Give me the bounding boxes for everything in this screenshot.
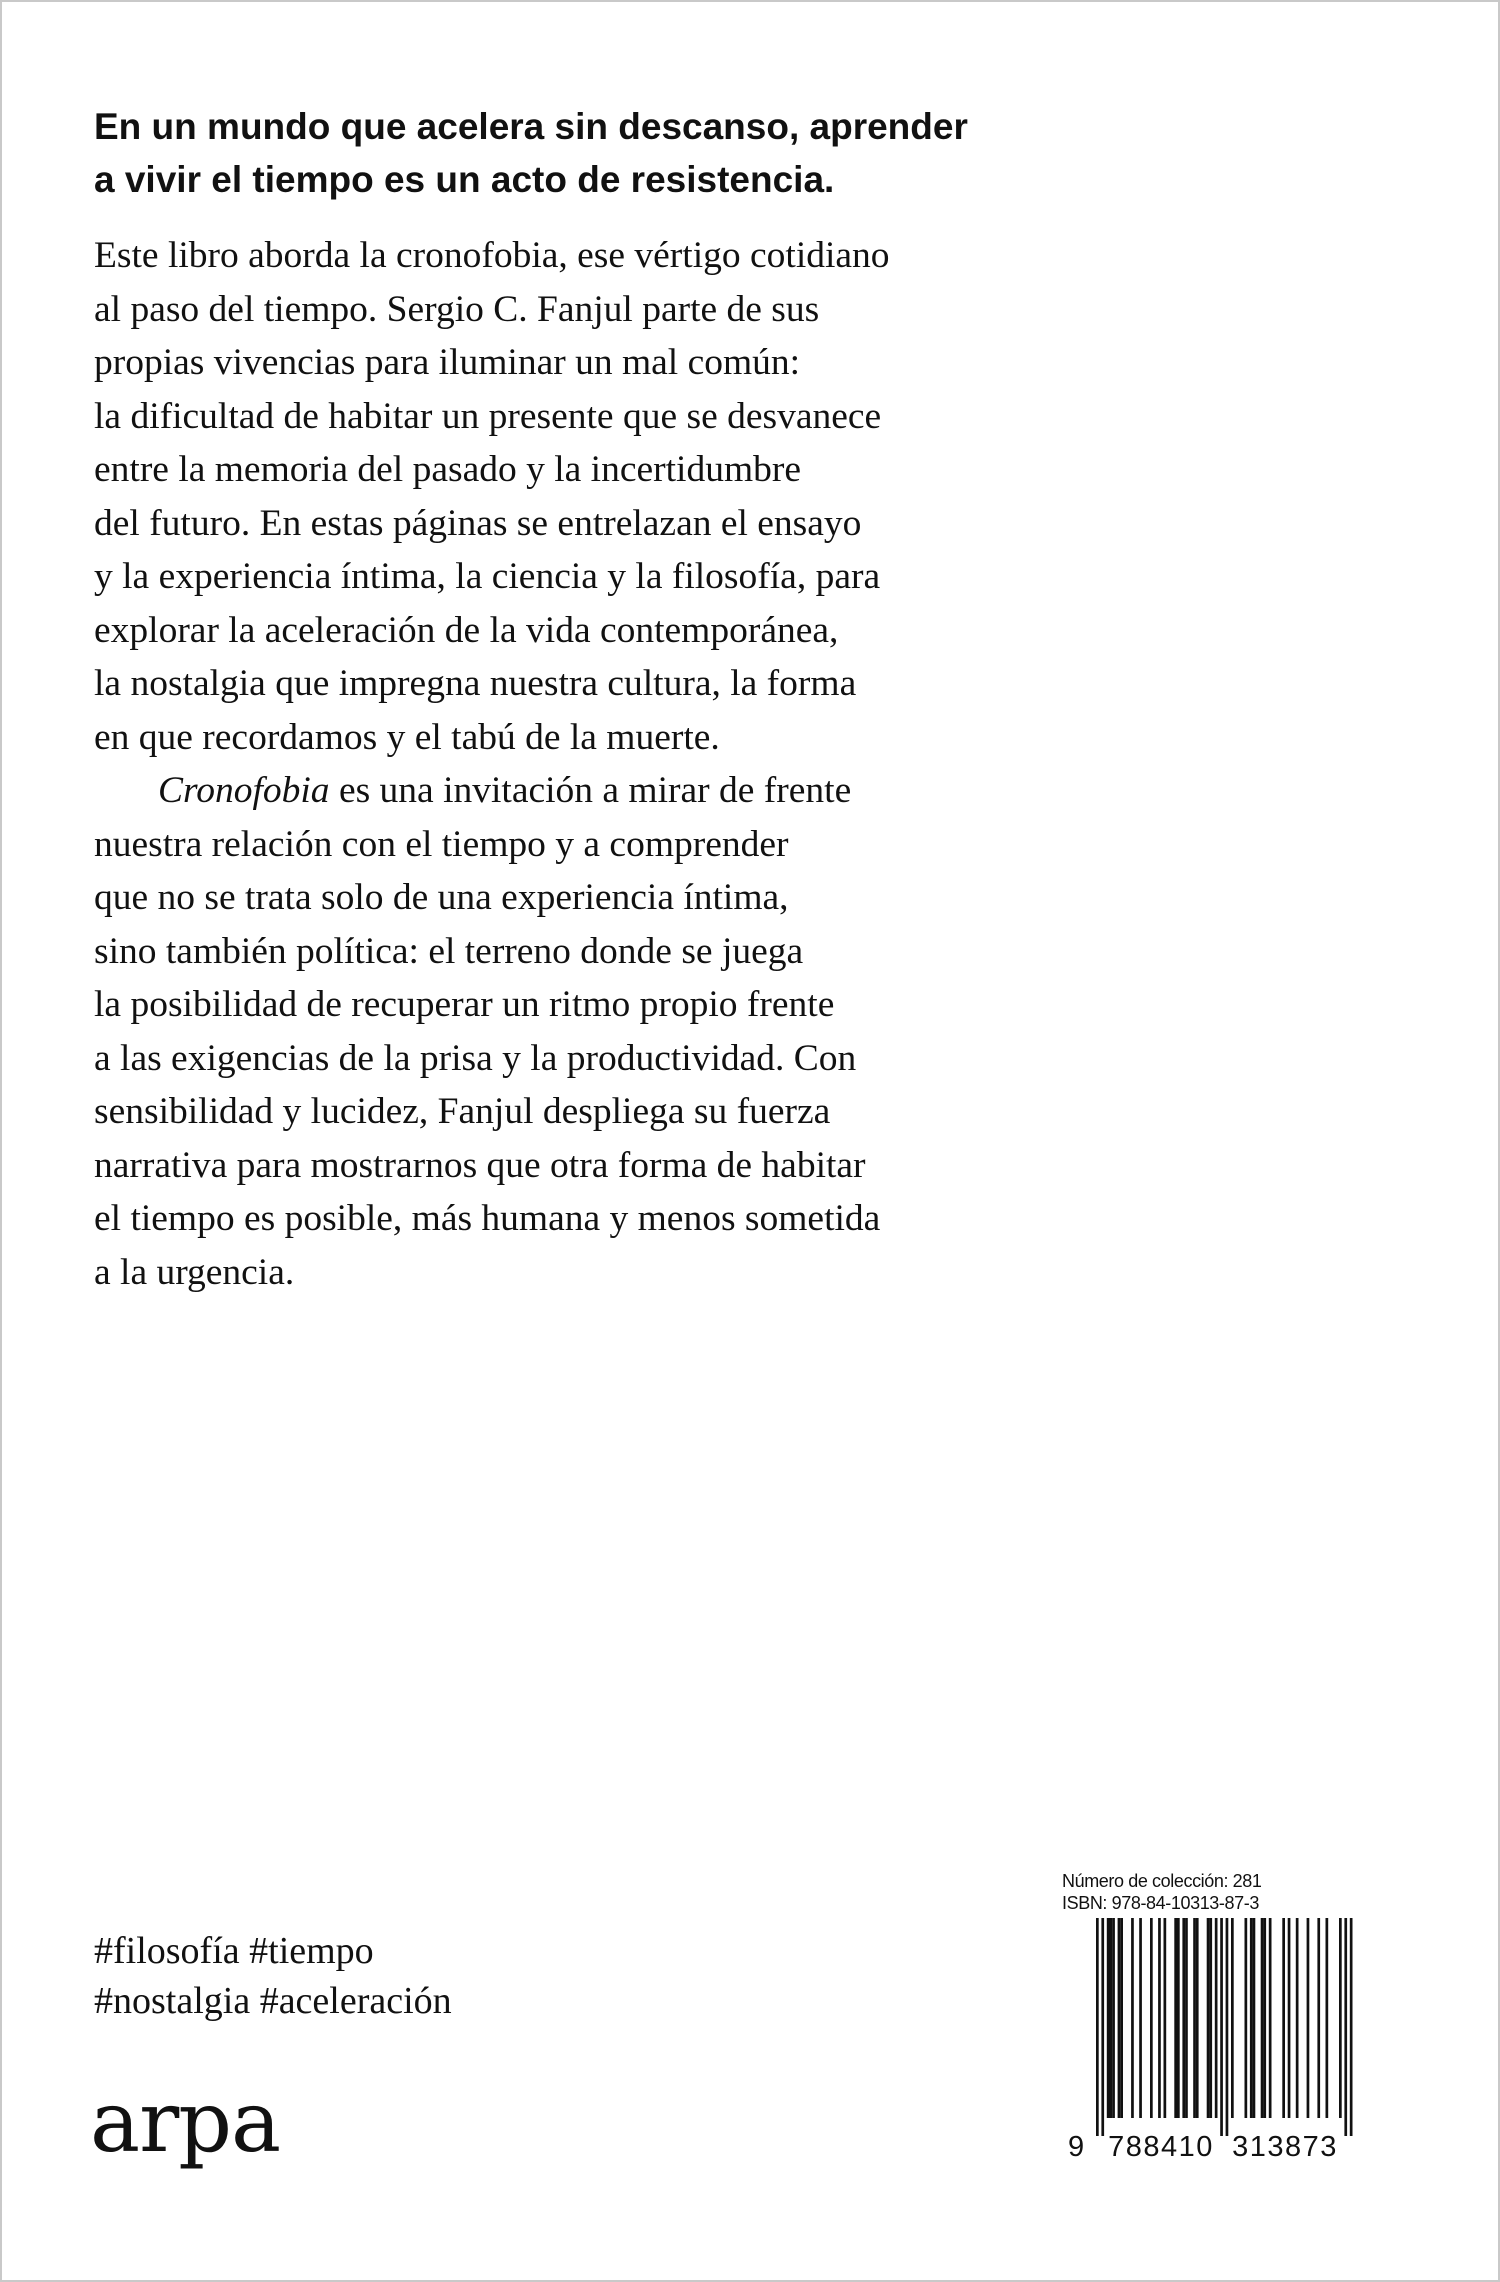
back-cover-headline bbox=[94, 100, 1094, 206]
barcode-bar bbox=[1215, 1918, 1218, 2118]
barcode-bar bbox=[1131, 1918, 1134, 2118]
barcode-bar bbox=[1261, 1918, 1264, 2118]
synopsis-line: y la experiencia íntima, la ciencia y la filosofía, para bbox=[94, 556, 881, 597]
barcode-bar bbox=[1118, 1918, 1121, 2118]
barcode-bar bbox=[1196, 1918, 1199, 2118]
barcode-bar bbox=[1263, 1918, 1266, 2118]
barcode-bar bbox=[1158, 1918, 1161, 2118]
barcode-bar bbox=[1339, 1918, 1342, 2118]
synopsis-line: que no se trata solo de una experiencia íntima, bbox=[94, 877, 789, 918]
synopsis-line: Este libro aborda la cronofobia, ese vértigo cotidiano bbox=[94, 235, 890, 276]
barcode-guard-bar bbox=[1220, 1918, 1223, 2136]
barcode-bar bbox=[1253, 1918, 1256, 2118]
barcode-bar bbox=[1250, 1918, 1253, 2118]
synopsis-line: del futuro. En estas páginas se entrelazan el ensayo bbox=[94, 502, 862, 544]
barcode-meta bbox=[1062, 1870, 1372, 1914]
headline-line: En un mundo que acelera sin descanso, aprender bbox=[94, 106, 968, 147]
synopsis-text: es una invitación a mirar de frente bbox=[329, 770, 852, 811]
barcode-bar bbox=[1150, 1918, 1153, 2118]
synopsis bbox=[94, 229, 1094, 1299]
barcode-bar bbox=[1112, 1918, 1115, 2118]
publisher-logo: arpa bbox=[90, 2073, 281, 2171]
barcode-bar bbox=[1174, 1918, 1177, 2118]
synopsis-line: la posibilidad de recuperar un ritmo propio frente bbox=[94, 984, 835, 1025]
synopsis-line: sensibilidad y lucidez, Fanjul despliega su fuerza bbox=[94, 1091, 831, 1132]
barcode-bar bbox=[1207, 1918, 1210, 2118]
barcode-bar bbox=[1296, 1918, 1299, 2118]
barcode-bar bbox=[1209, 1918, 1212, 2118]
synopsis-line: la dificultad de habitar un presente que se desvanece bbox=[94, 395, 882, 437]
barcode-guard-bar bbox=[1350, 1918, 1353, 2136]
hashtag-line: #filosofía #tiempo bbox=[94, 1930, 374, 1972]
ean-barcode bbox=[1062, 1916, 1362, 2164]
synopsis-line: entre la memoria del pasado y la incertidumbre bbox=[94, 449, 802, 490]
synopsis-line bbox=[94, 764, 1094, 818]
barcode-bar bbox=[1185, 1918, 1188, 2118]
barcode-digits-right: 313873 bbox=[1232, 2131, 1338, 2163]
hashtag-line: #nostalgia #aceleración bbox=[94, 1980, 452, 2022]
barcode-bar bbox=[1177, 1918, 1180, 2118]
barcode-bar bbox=[1282, 1918, 1285, 2118]
barcode-bar bbox=[1120, 1918, 1123, 2118]
synopsis-line: explorar la aceleración de la vida contemporánea, bbox=[94, 609, 839, 651]
barcode-bar bbox=[1110, 1918, 1113, 2118]
barcode-guard-bar bbox=[1096, 1918, 1099, 2136]
synopsis-line: la nostalgia que impregna nuestra cultura, la forma bbox=[94, 663, 857, 704]
barcode-guard-bar bbox=[1101, 1918, 1104, 2136]
barcode-bar bbox=[1326, 1918, 1329, 2118]
barcode-digit-first: 9 bbox=[1068, 2131, 1085, 2163]
barcode-guard-bar bbox=[1226, 1918, 1229, 2136]
synopsis-line: a las exigencias de la prisa y la productividad. Con bbox=[94, 1037, 857, 1079]
synopsis-line: el tiempo es posible, más humana y menos sometida bbox=[94, 1198, 881, 1239]
barcode-block bbox=[1062, 1870, 1372, 2164]
barcode-bar bbox=[1231, 1918, 1234, 2118]
synopsis-line: al paso del tiempo. Sergio C. Fanjul parte de sus bbox=[94, 288, 820, 330]
barcode-bar bbox=[1107, 1918, 1110, 2118]
barcode-bar bbox=[1288, 1918, 1291, 2118]
barcode-bar bbox=[1164, 1918, 1167, 2118]
synopsis-line: sino también política: el terreno donde se juega bbox=[94, 930, 804, 972]
barcode-bar bbox=[1139, 1918, 1142, 2118]
barcode-bar bbox=[1269, 1918, 1272, 2118]
barcode-digits-left: 788410 bbox=[1108, 2131, 1214, 2163]
book-title-italic: Cronofobia bbox=[158, 770, 330, 811]
synopsis-line: a la urgencia. bbox=[94, 1251, 295, 1293]
synopsis-line: propias vivencias para iluminar un mal común: bbox=[94, 342, 801, 383]
collection-number: Número de colección: 281 bbox=[1062, 1871, 1262, 1891]
synopsis-line: en que recordamos y el tabú de la muerte. bbox=[94, 716, 720, 758]
hashtags bbox=[94, 1926, 794, 2026]
barcode-guard-bar bbox=[1344, 1918, 1347, 2136]
isbn-text: ISBN: 978-84-10313-87-3 bbox=[1062, 1893, 1259, 1913]
headline-line: a vivir el tiempo es un acto de resistencia. bbox=[94, 159, 835, 200]
synopsis-line: nuestra relación con el tiempo y a comprender bbox=[94, 823, 789, 865]
barcode-bar bbox=[1182, 1918, 1185, 2118]
barcode-bar bbox=[1317, 1918, 1320, 2118]
synopsis-line: narrativa para mostrarnos que otra forma de habitar bbox=[94, 1144, 866, 1186]
barcode-bar bbox=[1193, 1918, 1196, 2118]
barcode-bar bbox=[1307, 1918, 1310, 2118]
barcode-bar bbox=[1245, 1918, 1248, 2118]
